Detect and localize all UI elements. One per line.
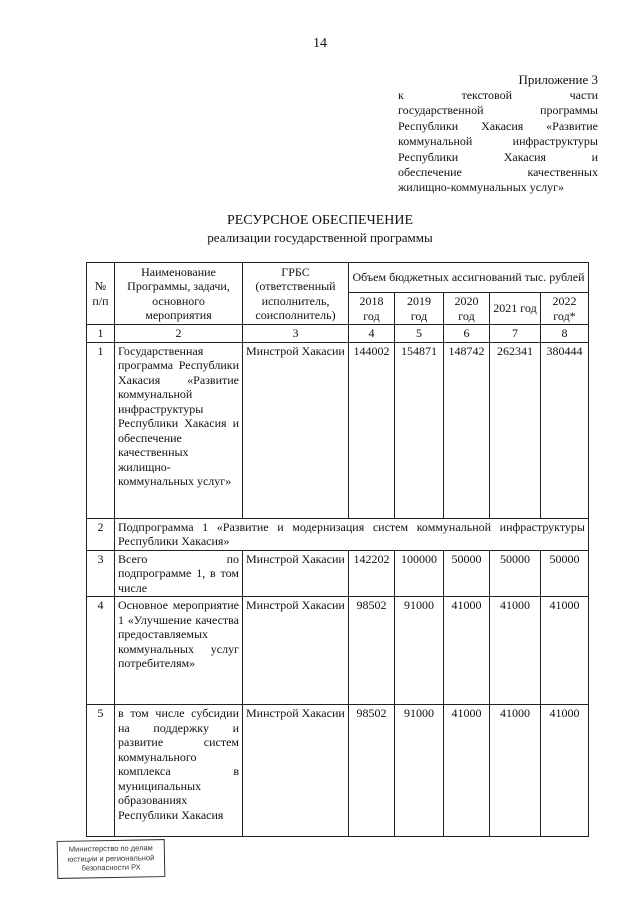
stamp-line: юстиции и региональной (67, 852, 155, 864)
header-year: 2021 год (490, 293, 541, 325)
appendix-line: Республики Хакасия «Развитие (398, 118, 598, 133)
column-number: 6 (444, 325, 490, 343)
page-number: 14 (313, 36, 327, 51)
appendix-line: жилищно-коммунальных услуг» (398, 180, 564, 195)
table-row (87, 597, 589, 705)
header-year: 2018 год (349, 293, 395, 325)
row-value: 41000 (444, 705, 490, 837)
table-row (87, 342, 589, 518)
header-grbs: ГРБС (ответственный исполнитель, соисполнитель) (243, 263, 349, 325)
row-value: 98502 (349, 597, 395, 705)
row-value: 50000 (490, 550, 541, 597)
column-number: 3 (243, 325, 349, 343)
column-number: 5 (395, 325, 444, 343)
stamp-line: Министерство по делам (68, 843, 153, 854)
header-name: Наименование Программы, задачи, основного мероприятия (115, 263, 243, 325)
appendix-block (398, 72, 598, 196)
column-number-row (87, 325, 589, 343)
heading-title: РЕСУРСНОЕ ОБЕСПЕЧЕНИЕ (226, 213, 414, 228)
header-budget: Объем бюджетных ассигнований тыс. рублей (349, 263, 589, 293)
appendix-title: Приложение 3 (518, 72, 598, 87)
column-number: 1 (87, 325, 115, 343)
appendix-line: обеспечение качественных (398, 165, 598, 180)
header-num: № п/п (87, 263, 115, 325)
row-num: 3 (87, 550, 115, 597)
header-year: 2020 год (444, 293, 490, 325)
row-num: 4 (87, 597, 115, 705)
row-value: 50000 (444, 550, 490, 597)
header-year: 2022 год* (541, 293, 589, 325)
row-name: Основное мероприятие 1 «Улучшение качества предоставляемых коммунальных услуг потребителям» (115, 597, 243, 705)
header-year: 2019 год (395, 293, 444, 325)
row-num: 1 (87, 342, 115, 518)
row-value: 41000 (490, 705, 541, 837)
column-number: 7 (490, 325, 541, 343)
header-row (87, 263, 589, 293)
table-row (87, 705, 589, 837)
row-value: 144002 (349, 342, 395, 518)
row-value: 41000 (541, 705, 589, 837)
row-num: 2 (87, 518, 115, 550)
row-name: Государственная программа Республики Хакасия «Развитие коммунальной инфраструктуры Республики Хакасия и обеспечение качественных жилищно-коммунальных услуг» (115, 342, 243, 518)
column-number: 2 (115, 325, 243, 343)
row-grbs: Минстрой Хакасии (243, 705, 349, 837)
heading-subtitle: реализации государственной программы (207, 230, 433, 245)
row-name: в том числе субсидии на поддержку и развитие систем коммунального комплекса в муниципальных образованиях Республики Хакасия (115, 705, 243, 837)
row-grbs: Минстрой Хакасии (243, 550, 349, 597)
resource-table (86, 262, 589, 837)
column-number: 4 (349, 325, 395, 343)
row-value: 50000 (541, 550, 589, 597)
subprogram-title: Подпрограмма 1 «Развитие и модернизация систем коммунальной инфраструктуры Республики Хакасия» (115, 518, 589, 550)
row-grbs: Минстрой Хакасии (243, 342, 349, 518)
row-value: 262341 (490, 342, 541, 518)
row-value: 41000 (490, 597, 541, 705)
table-row (87, 550, 589, 597)
row-value: 91000 (395, 597, 444, 705)
row-value: 380444 (541, 342, 589, 518)
row-num: 5 (87, 705, 115, 837)
appendix-line: к текстовой части (398, 88, 598, 102)
column-number: 8 (541, 325, 589, 343)
row-value: 98502 (349, 705, 395, 837)
row-value: 142202 (349, 550, 395, 597)
row-value: 41000 (541, 597, 589, 705)
appendix-line: коммунальной инфраструктуры (398, 134, 598, 149)
ministry-stamp (57, 839, 166, 879)
row-grbs: Минстрой Хакасии (243, 597, 349, 705)
row-name: Всего по подпрограмме 1, в том числе (115, 550, 243, 597)
stamp-line: безопасности РХ (81, 862, 141, 873)
appendix-line: Республики Хакасия и (398, 149, 598, 164)
row-value: 100000 (395, 550, 444, 597)
table-row (87, 518, 589, 550)
appendix-line: государственной программы (398, 103, 598, 118)
row-value: 148742 (444, 342, 490, 518)
row-value: 154871 (395, 342, 444, 518)
row-value: 41000 (444, 597, 490, 705)
document-heading (0, 212, 640, 246)
row-value: 91000 (395, 705, 444, 837)
